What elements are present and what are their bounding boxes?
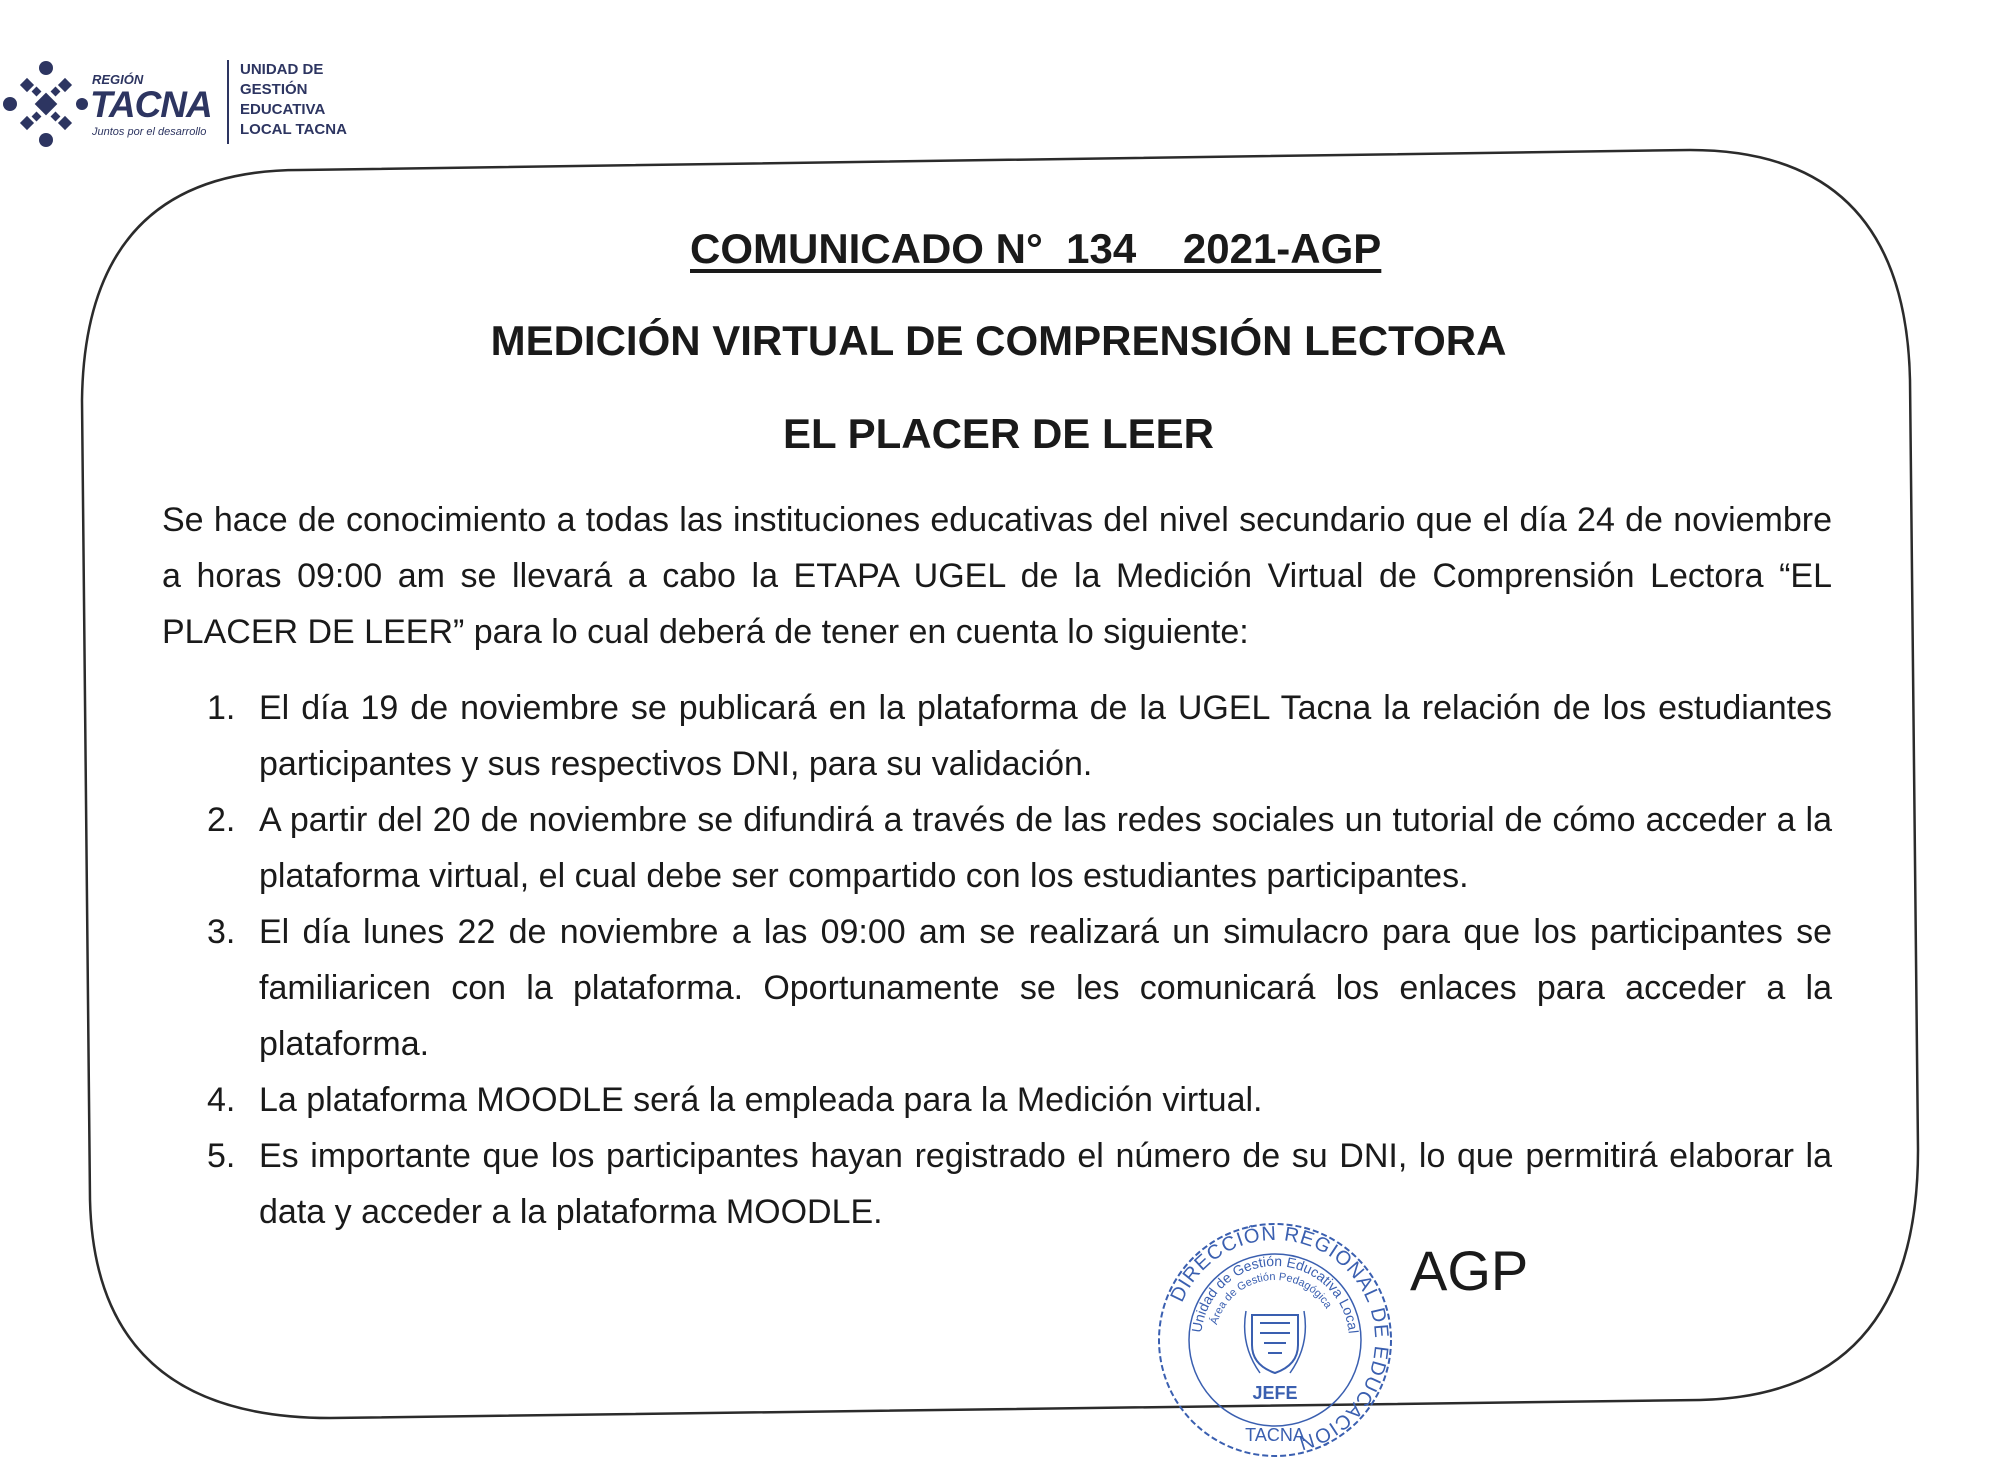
communique-subtitle-2: EL PLACER DE LEER [783, 410, 1214, 457]
communique-title: COMUNICADO N° 134 2021-AGP [690, 225, 1382, 272]
list-item [207, 904, 1832, 1072]
stamp-role: JEFE [1252, 1383, 1298, 1403]
list-item-number: 2. [207, 801, 236, 839]
list-item [207, 1128, 1832, 1240]
communique-subtitle: MEDICIÓN VIRTUAL DE COMPRENSIÓN LECTORA [490, 317, 1507, 364]
logo-tagline: Juntos por el desarrollo [92, 126, 207, 138]
official-stamp [1150, 1215, 1400, 1465]
ugel-tacna-logo [0, 52, 380, 152]
stamp-inner-text: Unidad de Gestión Educativa Local [1188, 1252, 1362, 1335]
list-item-number: 5. [207, 1137, 236, 1175]
logo-region-label: REGIÓN [92, 72, 144, 87]
list-item-number: 3. [207, 913, 236, 951]
signature-initials: AGP [1410, 1239, 1529, 1302]
list-item [207, 792, 1832, 904]
list-item-number: 1. [207, 689, 236, 727]
list-item-text: La plataforma MOODLE será la empleada para la Medición virtual. [259, 1081, 1263, 1119]
logo-unit-line: EDUCATIVA [240, 101, 326, 118]
logo-name: TACNA [90, 84, 212, 125]
list-item-text: Es importante que los participantes hayan registrado el número de su DNI, lo que permitirá elaborar la data y acceder a la plataforma MOODLE. [259, 1137, 1832, 1231]
logo-unit-name [240, 60, 390, 140]
list-item-text: A partir del 20 de noviembre se difundirá a través de las redes sociales un tutorial de cómo acceder a la plataforma virtual, el cual debe ser compartido con los estudiantes participantes. [259, 801, 1832, 895]
logo-unit-line: LOCAL TACNA [240, 121, 347, 138]
logo-unit-line: UNIDAD DE [240, 61, 324, 78]
intro-paragraph: Se hace de conocimiento a todas las instituciones educativas del nivel secundario que el día 24 de noviembre a horas 09:00 am se llevará a cabo la ETAPA UGEL de la Medición Virtual de Comprensión Lectora “EL PLACER DE LEER” para lo cual deberá de tener en cuenta lo siguiente: [162, 501, 1832, 651]
list-item-text: El día lunes 22 de noviembre a las 09:00 am se realizará un simulacro para que los participantes se familiaricen con la plataforma. Oportunamente se les comunicará los enlaces para acceder a la plataforma. [259, 913, 1832, 1063]
region-tacna-emblem-icon [0, 58, 92, 150]
logo-divider [227, 60, 229, 144]
instructions-list [207, 680, 1832, 1240]
stamp-outer-text: DIRECCIÓN REGIONAL DE EDUCACIÓN [1166, 1222, 1393, 1455]
stamp-inner-text-2: Área de Gestión Pedagógica [1208, 1270, 1335, 1327]
logo-unit-line: GESTIÓN [240, 81, 308, 98]
list-item [207, 1072, 1832, 1128]
list-item-number: 4. [207, 1081, 236, 1119]
coat-of-arms-icon [1245, 1311, 1306, 1373]
list-item-text: El día 19 de noviembre se publicará en la plataforma de la UGEL Tacna la relación de los estudiantes participantes y sus respectivos DNI, para su validación. [259, 689, 1832, 783]
list-item [207, 680, 1832, 792]
stamp-city: TACNA [1245, 1425, 1305, 1445]
